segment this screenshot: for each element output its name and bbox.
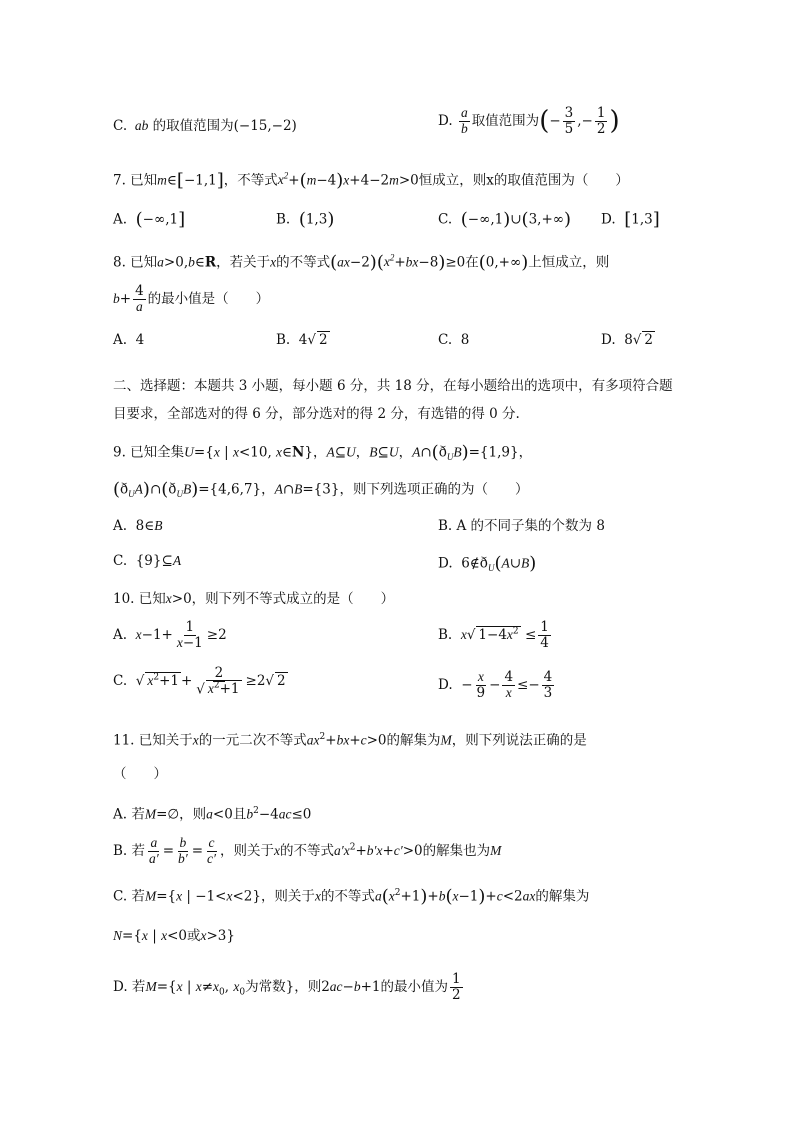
math: ab — [131, 118, 149, 133]
option-text: 为常数 — [245, 978, 286, 995]
comma: ， — [518, 444, 533, 461]
option-label: C. — [113, 673, 128, 690]
option-text: 且 — [232, 806, 247, 823]
fraction: $\frac{a}{b}$ — [460, 105, 468, 137]
option-text: 取值范围为 — [471, 113, 540, 130]
comma: ， — [398, 444, 413, 461]
stem-text: ，则下列选项正确的为（ ） — [339, 481, 529, 498]
option-text: 的不等式 — [280, 842, 334, 859]
section-heading-line2: 目要求，全部选对的得 6 分，部分选对的得 2 分，有选错的得 0 分. — [113, 406, 520, 422]
question-number: 8. 已知 — [113, 254, 158, 271]
option-text: 的取值范围为 — [152, 118, 234, 134]
comma: ， — [355, 444, 370, 461]
question-number: 7. 已知 — [113, 172, 158, 189]
math: ) — [609, 106, 620, 136]
q7-option-a: A. (−∞,1] — [113, 209, 186, 230]
option-text: 或 — [186, 928, 201, 944]
option-text: 的最小值为 — [380, 978, 449, 995]
question-number: 9. 已知全集 — [113, 444, 185, 461]
option-label: D. — [601, 332, 616, 348]
section-heading-line1: 二、选择题：本题共 3 小题，每小题 6 分，共 18 分，在每小题给出的选项中，有多项符合题 — [113, 378, 673, 394]
q7-stem: 7. 已知m∈[−1,1]，不等式$x^2+(m-4)x+4-2m>0$恒成立，则x的取值范围为（ ） — [113, 170, 629, 191]
q8-stem-line1: 8. 已知a>0,b∈R，若关于x的不等式$(ax-2)(x^2+bx-8)\ge 0$在(0,+∞)上恒成立，则 — [113, 252, 610, 273]
math: − — [549, 113, 561, 130]
q11-stem: 11. 已知关于x的一元二次不等式$ax^2+bx+c>0$的解集为M，则下列说法正确的是 — [113, 732, 587, 749]
option-label: A. — [113, 211, 128, 228]
option-label: B. — [276, 332, 291, 348]
q10-option-a: A. x−1+ $\frac{1}{x-1}$ ≥2 — [113, 619, 227, 651]
fraction: $\frac{1}{x-1}$ — [176, 619, 203, 651]
option-text: 的解集为 — [535, 888, 590, 905]
q8-option-a — [113, 332, 144, 348]
q9-option-a: A. 8∈B — [113, 518, 163, 534]
q10-option-c: C. √ $x^2+1$ + $\frac{2}{√ x^2+1}$ ≥2√ 2 — [113, 665, 286, 698]
comma: ， — [312, 444, 327, 461]
stem-text: 的不等式 — [276, 254, 331, 271]
option-text: ，则关于 — [220, 842, 274, 859]
q6-option-c — [113, 118, 297, 134]
q11-option-d: D. 若M={x | $x\ne x_0$, $x_0$为常数}，则2ac−b+1的最小值为 $\frac{1}{2}$ — [113, 971, 461, 1003]
question-number: 11. 已知关于 — [113, 732, 193, 749]
option-label: A. 若 — [113, 806, 145, 823]
q10-option-d: D. − $\frac{x}{9}$ − $\frac{4}{x}$ ≤− $\frac{4}{3}$ — [438, 669, 553, 701]
fraction: $\frac{a}{a'}$ — [149, 835, 159, 866]
q11-option-c-line1: C. 若M={x | −1<x<2}，则关于x的不等式$a(x^2+1)+b(x-1)+c<2ax$的解集为 — [113, 886, 590, 907]
option-text: ，则关于 — [260, 888, 315, 905]
stem-text: 恒成立，则x的取值范围为（ ） — [418, 172, 629, 189]
fraction: $\frac{3}{5}$ — [564, 105, 574, 138]
q8-stem-line2: b+ $\frac{4}{a}$ 的最小值是（ ） — [113, 283, 270, 314]
q10-option-b: B. x√ $1-4x^2$ ≤ $\frac{1}{4}$ — [438, 619, 549, 651]
option-label: D. — [438, 113, 453, 130]
stem-text: 在 — [465, 254, 479, 271]
q8-option-c — [438, 332, 469, 348]
fraction: $\frac{x}{9}$ — [476, 669, 486, 701]
option-label: D. 若 — [113, 978, 146, 995]
option-value: 8 — [460, 332, 470, 348]
q9-stem-line2: $(ð_UA)\cap(ð_UB)=\{4,6,7\}$，A∩B={3}，则下列选项正确的为（ ） — [113, 479, 529, 500]
option-label: B. — [438, 626, 453, 643]
fraction: $\frac{1}{2}$ — [596, 105, 606, 138]
q9-option-c: C. {9}⊆A — [113, 553, 182, 569]
option-text: 的不等式 — [320, 888, 375, 905]
stem-text: ，若关于 — [216, 254, 271, 271]
fraction: $\frac{c}{c'}$ — [207, 835, 216, 866]
math: m — [157, 172, 167, 188]
q8-option-b: B. 4√ 2 — [276, 332, 328, 348]
q11-option-c-line2: N={x | x<0或x>3} — [113, 928, 235, 944]
fraction: $\frac{1}{4}$ — [540, 619, 549, 651]
q6-option-d: D. $\frac{a}{b}$ 取值范围为(− $\frac{3}{5}$ ,− $\frac{1}{2}$ ) — [438, 105, 620, 138]
math: (−15,−2) — [233, 118, 297, 134]
option-label: D. — [438, 555, 453, 572]
option-label: C. — [113, 553, 128, 569]
question-number: 10. 已知 — [113, 591, 166, 607]
q9-option-b: B. A 的不同子集的个数为 8 — [438, 518, 605, 534]
fraction: $\frac{1}{2}$ — [452, 971, 461, 1003]
q7-option-c: C. (−∞,1)∪(3,+∞) — [438, 209, 572, 230]
option-label: D. — [601, 211, 616, 228]
stem-text: ，不等式 — [223, 172, 278, 189]
option-label: A. — [113, 518, 128, 534]
q9-stem-line1: 9. 已知全集U={x | x<10, x∈N}，A⊆U，B⊆U，$A\cap(ð_UB)=\{1,9\}$， — [113, 442, 533, 463]
q7-option-b: B. (1,3) — [276, 209, 335, 230]
stem-text: 的一元二次不等式 — [198, 732, 307, 749]
option-label: A. — [113, 626, 128, 643]
math: $x^2$ — [277, 170, 289, 188]
comma: ， — [261, 481, 275, 498]
option-label: B. 若 — [113, 842, 146, 859]
stem-text: ，则下列不等式成立的是（ ） — [191, 591, 395, 607]
option-label: C. — [113, 118, 128, 134]
option-label: B. — [276, 211, 291, 228]
stem-text: 上恒成立，则 — [528, 254, 610, 271]
fraction: $\frac{2}{√ x^2+1}$ — [196, 665, 240, 698]
q11-paren: （ ） — [113, 766, 167, 782]
option-text: 的解集也为 — [422, 842, 491, 859]
option-text: ，则 — [179, 806, 207, 823]
option-text: ，则 — [294, 978, 322, 995]
option-label: C. 若 — [113, 888, 145, 905]
option-label: D. — [438, 676, 453, 693]
option-label: C. — [438, 332, 453, 348]
q9-option-d: D. $6\notin ð_U(A\cup B)$ — [438, 553, 537, 574]
fraction: $\frac{4}{3}$ — [543, 669, 553, 701]
q11-option-b: B. 若 $\frac{a}{a'}$ = $\frac{b}{b'}$ = $\frac{c}{c'}$ ，则关于x的不等式$a'x^2+b'x+c'>0$的解集也为M — [113, 835, 502, 866]
math: ( — [539, 106, 550, 136]
stem-text: ，则下列说法正确的是 — [451, 732, 587, 749]
q10-stem: 10. 已知x>0，则下列不等式成立的是（ ） — [113, 591, 395, 607]
q8-option-d: D. 8√ 2 — [601, 332, 654, 348]
option-value: 4 — [135, 332, 145, 348]
fraction: $\frac{4}{a}$ — [135, 283, 144, 314]
q11-option-a: A. 若M=∅，则a<0且$b^2-4ac\le 0$ — [113, 806, 312, 823]
stem-text: 的解集为 — [386, 732, 441, 749]
option-label: C. — [438, 211, 453, 228]
stem-text: 的最小值是（ ） — [147, 290, 270, 307]
fraction: $\frac{4}{x}$ — [504, 669, 514, 700]
fraction: $\frac{b}{b'}$ — [178, 835, 188, 866]
option-label: A. — [113, 332, 128, 348]
q7-option-d: D. [1,3] — [601, 209, 660, 230]
